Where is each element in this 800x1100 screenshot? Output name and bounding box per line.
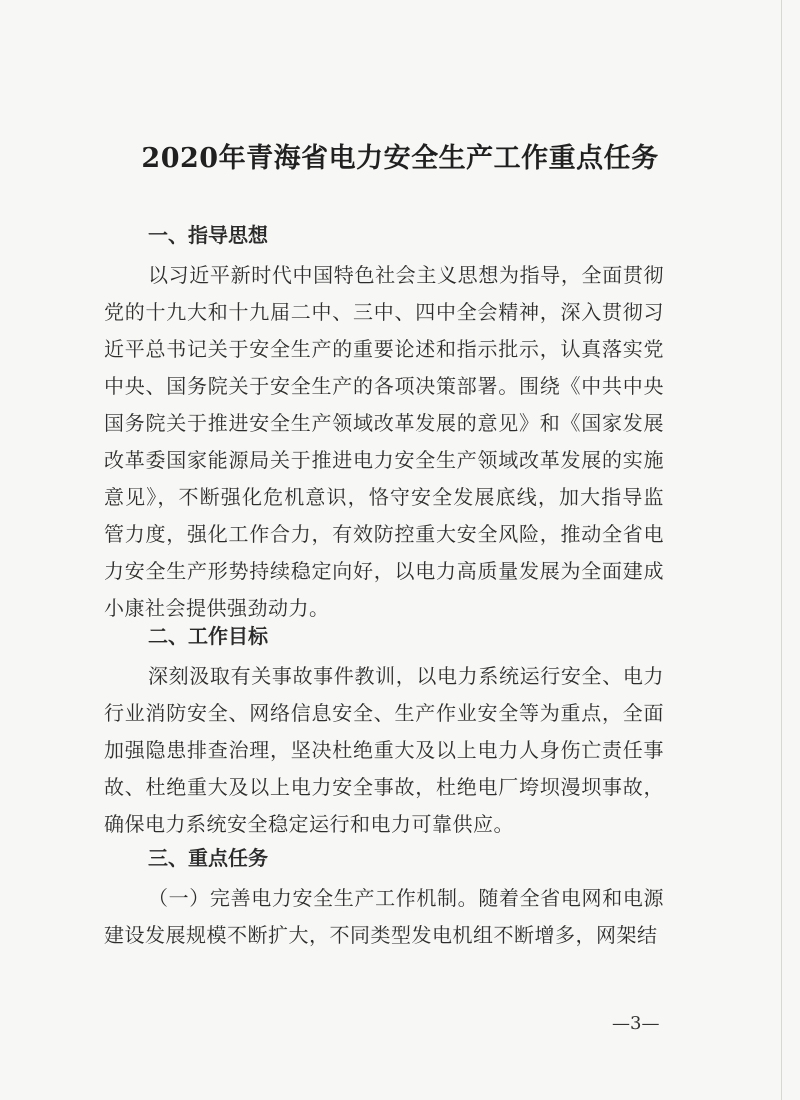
- section-heading-key-tasks: 三、重点任务: [148, 846, 268, 870]
- section-paragraph-work-goals: 深刻汲取有关事故事件教训，以电力系统运行安全、电力行业消防安全、网络信息安全、生产作业安全等为重点，全面加强隐患排查治理，坚决杜绝重大及以上电力人身伤亡责任事故、杜绝重大及以上电力安全事故，杜绝电厂垮坝漫坝事故，确保电力系统安全稳定运行和电力可靠供应。: [104, 664, 664, 836]
- section-heading-guiding-ideology: 一、指导思想: [148, 223, 268, 247]
- page-number: —3—: [612, 1013, 660, 1034]
- section-paragraph-key-tasks: （一）完善电力安全生产工作机制。随着全省电网和电源建设发展规模不断扩大，不同类型发电机组不断增多，网架结: [104, 886, 664, 947]
- section-paragraph-guiding-ideology: 以习近平新时代中国特色社会主义思想为指导，全面贯彻党的十九大和十九届二中、三中、四中全会精神，深入贯彻习近平总书记关于安全生产的重要论述和指示批示，认真落实党中央、国务院关于安全生产的各项决策部署。围绕《中共中央国务院关于推进安全生产领域改革发展的意见》和《国家发展改革委国家能源局关于推进电力安全生产领域改革发展的实施意见》，不断强化危机意识，恪守安全发展底线，加大指导监管力度，强化工作合力，有效防控重大安全风险，推动全省电力安全生产形势持续稳定向好，以电力高质量发展为全面建成小康社会提供强劲动力。: [104, 263, 664, 620]
- section-heading-work-goals: 二、工作目标: [148, 624, 268, 648]
- document-title: 2020年青海省电力安全生产工作重点任务: [141, 143, 659, 174]
